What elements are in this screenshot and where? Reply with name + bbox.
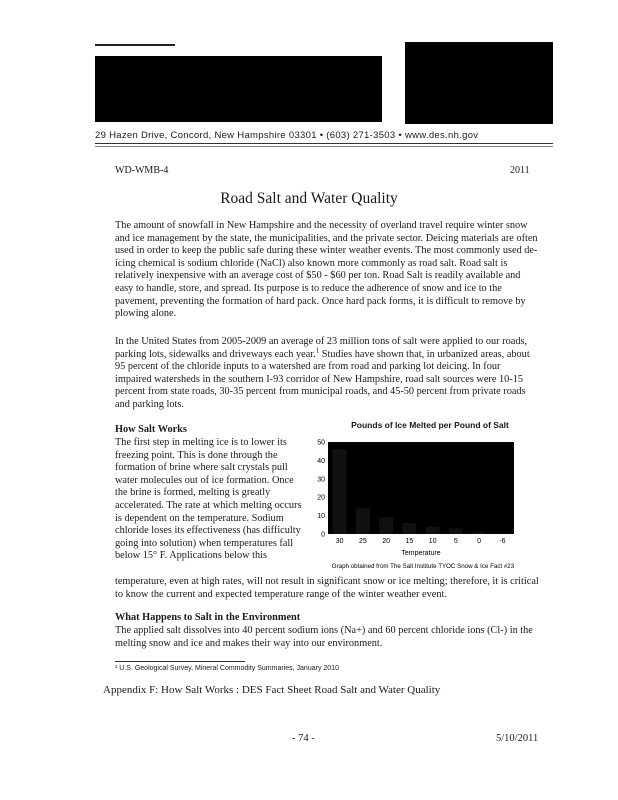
chart-x-tick: 20 xyxy=(382,538,391,545)
chart-y-tick: 20 xyxy=(317,494,325,502)
document-id: WD-WMB-4 xyxy=(115,165,169,176)
how-salt-works-cont-text: temperature, even at high rates, will not result in significant snow or ice melting; therefore, it is critical to know the current and expected temperature range of the winter weather event. xyxy=(115,576,539,600)
chart-source: Graph obtained from The Salt Institute TYOC Snow & Ice Fact #23 xyxy=(331,563,515,570)
footnote-rule xyxy=(115,661,245,662)
page-date: 5/10/2011 xyxy=(496,733,539,744)
chart-y-tick: 0 xyxy=(321,531,325,539)
document-year: 2011 xyxy=(510,165,530,176)
paragraph-usage xyxy=(115,336,539,412)
chart-y-tick: 50 xyxy=(317,439,325,447)
chart-x-tick: 10 xyxy=(428,538,437,545)
chart-x-tick: 0 xyxy=(477,538,482,545)
redacted-header-block xyxy=(405,42,553,124)
chart-y-tick: 40 xyxy=(317,457,325,465)
paragraph-intro-text: The amount of snowfall in New Hampshire and the necessity of overland travel require winter snow and ice management by the state, the municipalities, and the private sector. Deicing materials are often used in order to keep the public safe during these winter weather events. The most commonly used de-icing chemical is sodium chloride (NaCl) also known more commonly as road salt. Road salt is relatively inexpensive with an average cost of $50 - $60 per ton. Road Salt is readily available and easy to handle, store, and spread. Its purpose is to reduce the adherence of snow and ice to the pavement, preventing the formation of hard pack. Once hard pack forms, it is difficult to remove by plowing alone. xyxy=(115,220,538,320)
footnote: ¹ U.S. Geological Survey, Mineral Commodity Summaries, January 2010 xyxy=(115,665,339,672)
page-number: - 74 - xyxy=(292,733,315,744)
heading-salt-environment: What Happens to Salt in the Environment xyxy=(115,612,301,623)
page-title: Road Salt and Water Quality xyxy=(220,190,398,207)
chart-x-tick: -6 xyxy=(499,538,506,545)
paragraph-usage-text xyxy=(115,336,539,412)
paragraph-salt-environment xyxy=(115,625,539,650)
chart-y-tick: 30 xyxy=(317,476,325,484)
chart-bar xyxy=(356,508,370,534)
chart-bar xyxy=(449,528,463,534)
header-rule-short xyxy=(95,44,175,46)
salt-environment-text: The applied salt dissolves into 40 percent sodium ions (Na+) and 60 percent chloride ions (Cl-) in the melting snow and ice and makes their way into our environment. xyxy=(115,625,533,649)
heading-how-salt-works: How Salt Works xyxy=(115,424,187,435)
chart-y-tick: 10 xyxy=(317,513,325,521)
chart-bar xyxy=(379,517,393,534)
salt-melt-chart xyxy=(310,432,540,572)
paragraph-how-salt-works xyxy=(115,437,305,563)
header-rule xyxy=(95,143,553,144)
chart-x-label: Temperature xyxy=(401,550,441,557)
usage-text-a: In the United States from 2005-2009 an average of 23 million tons of salt were applied to our roads, parking lots, sidewalks and driveways each year. xyxy=(115,336,528,360)
chart-bar xyxy=(333,449,347,534)
paragraph-intro xyxy=(115,220,539,321)
paragraph-how-salt-works-cont xyxy=(115,576,539,601)
chart-x-tick: 30 xyxy=(335,538,344,545)
chart-x-tick: 25 xyxy=(358,538,367,545)
header-address: 29 Hazen Drive, Concord, New Hampshire 03301 • (603) 271-3503 • www.des.nh.gov xyxy=(95,130,479,141)
header-rule-thin xyxy=(95,146,553,147)
chart-bar xyxy=(426,527,440,534)
chart-bar xyxy=(472,532,486,534)
chart-x-tick: 15 xyxy=(405,538,414,545)
redacted-logo-block xyxy=(95,56,382,122)
chart-x-tick: 5 xyxy=(453,538,458,545)
footnote-ref: 1 xyxy=(315,346,320,355)
chart-bar xyxy=(402,523,416,534)
chart-plot-area xyxy=(328,442,514,534)
usage-text-b: Studies have shown that, in urbanized areas, about 95 percent of the chloride inputs to a watershed are from road and parking lot deicing. In four impaired watersheds in the southern I-93 corridor of New Hampshire, road salt sources were 10-15 percent from state roads, 30-35 percent from municipal roads, and 45-50 percent from private roads and parking lots. xyxy=(115,348,530,410)
chart-title: Pounds of Ice Melted per Pound of Salt xyxy=(351,420,509,430)
appendix-caption: Appendix F: How Salt Works : DES Fact Sheet Road Salt and Water Quality xyxy=(103,684,441,696)
how-salt-works-text: The first step in melting ice is to lower its freezing point. This is done through the formation of brine where salt crystals pull water molecules out of ice formation. Once the brine is formed, melting is greatly accelerated. The rate at which melting occurs is dependent on the temperature. Sodium chloride loses its effectiveness (has difficulty going into solution) when temperatures fall below 15° F. Applications below this xyxy=(115,437,302,562)
